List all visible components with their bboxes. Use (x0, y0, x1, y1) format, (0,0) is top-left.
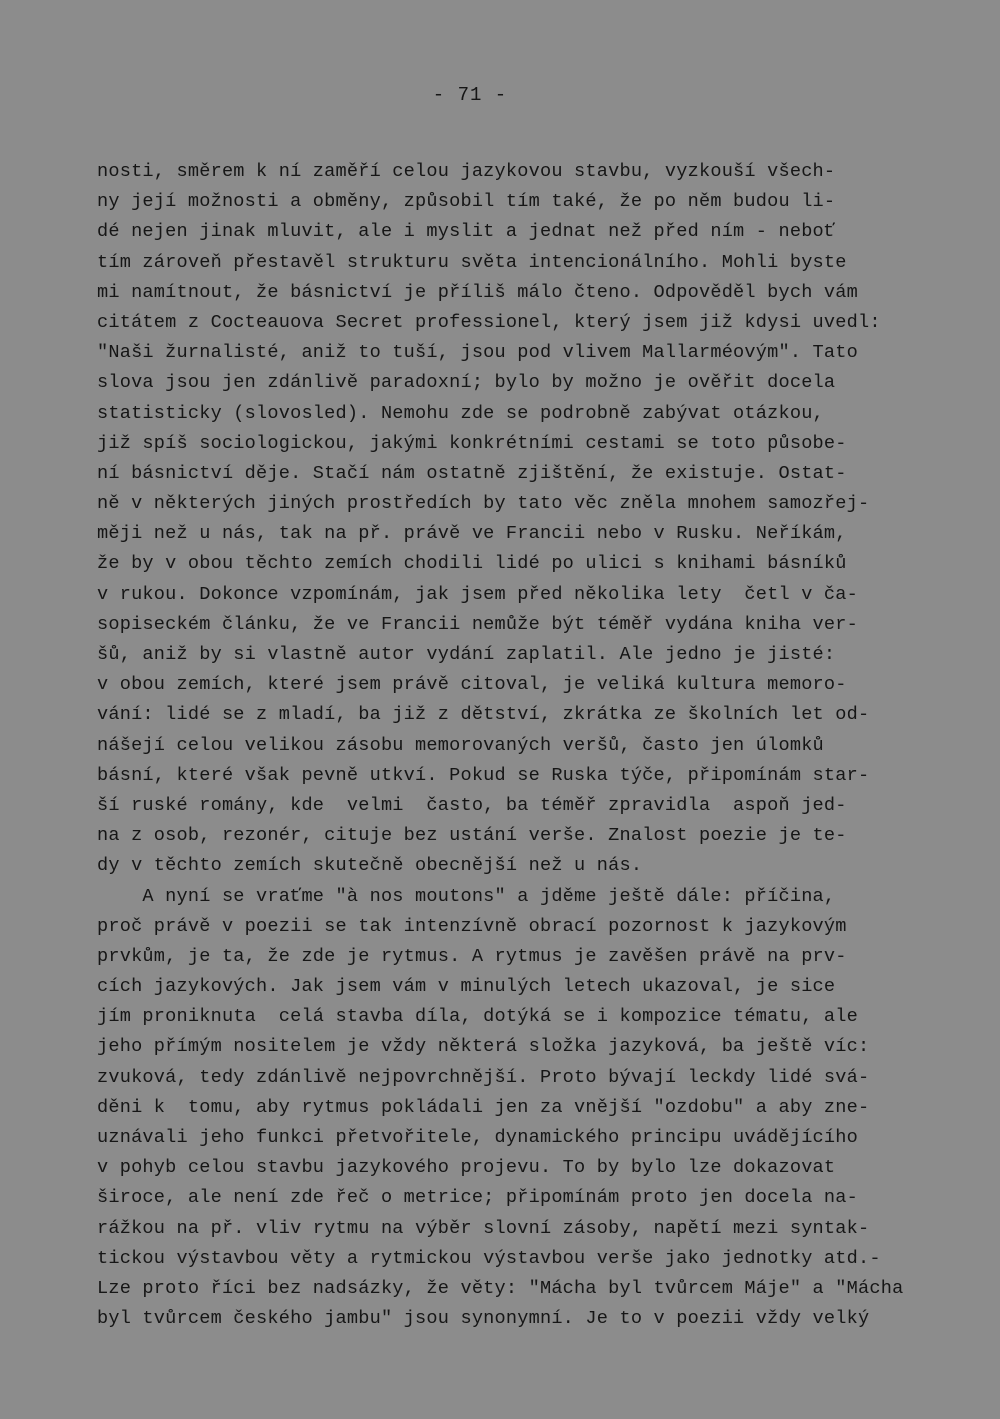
text-line: ní básnictví děje. Stačí nám ostatně zjištění, že existuje. Ostat- (97, 462, 847, 484)
text-line: proč právě v poezii se tak intenzívně obrací pozornost k jazykovým (97, 915, 847, 937)
text-line: citátem z Cocteauova Secret professionel, který jsem již kdysi uvedl: (97, 311, 881, 333)
text-line: A nyní se vraťme "à nos moutons" a jděme ještě dále: příčina, (97, 885, 836, 907)
text-line: sopiseckém článku, že ve Francii nemůže být téměř vydána kniha ver- (97, 613, 858, 635)
text-line: v rukou. Dokonce vzpomínám, jak jsem před několika lety četl v ča- (97, 583, 858, 605)
text-line: prvkům, je ta, že zde je rytmus. A rytmus je zavěšen právě na prv- (97, 945, 847, 967)
text-line: tím zároveň přestavěl strukturu světa intencionálního. Mohli byste (97, 251, 847, 273)
text-line: že by v obou těchto zemích chodili lidé po ulici s knihami básníků (97, 553, 847, 575)
text-line: jeho přímým nositelem je vždy některá složka jazyková, ba ještě víc: (97, 1036, 870, 1058)
text-line: na z osob, rezonér, cituje bez ustání verše. Znalost poezie je te- (97, 825, 847, 847)
text-line: ší ruské romány, kde velmi často, ba téměř zpravidla aspoň jed- (97, 794, 847, 816)
text-line: Lze proto říci bez nadsázky, že věty: "Mácha byl tvůrcem Máje" a "Mácha (97, 1277, 904, 1299)
text-line: v obou zemích, které jsem právě citoval, je veliká kultura memoro- (97, 674, 847, 696)
text-line: vání: lidé se z mladí, ba již z dětství, zkrátka ze školních let od- (97, 704, 870, 726)
text-line: statisticky (slovosled). Nemohu zde se podrobně zabývat otázkou, (97, 402, 824, 424)
body-text (97, 157, 927, 1334)
text-line: nášejí celou velikou zásobu memorovaných veršů, často jen úlomků (97, 734, 824, 756)
text-line: mi namítnout, že básnictví je příliš málo čteno. Odpověděl bych vám (97, 281, 858, 303)
text-line: ně v některých jiných prostředích by tato věc zněla mnohem samozřej- (97, 493, 870, 515)
text-line: byl tvůrcem českého jambu" jsou synonymní. Je to v poezii vždy velký (97, 1308, 870, 1330)
text-line: dy v těchto zemích skutečně obecnější než u nás. (97, 855, 643, 877)
page-number: - 71 - (432, 84, 508, 106)
text-line: tickou výstavbou věty a rytmickou výstavbou verše jako jednotky atd.- (97, 1247, 881, 1269)
text-line: již spíš sociologickou, jakými konkrétními cestami se toto působe- (97, 432, 847, 454)
text-line: široce, ale není zde řeč o metrice; připomínám proto jen docela na- (97, 1187, 858, 1209)
text-line: měji než u nás, tak na př. právě ve Francii nebo v Rusku. Neříkám, (97, 523, 847, 545)
text-line: dé nejen jinak mluvit, ale i myslit a jednat než před ním - neboť (97, 221, 836, 243)
text-line: v pohyb celou stavbu jazykového projevu. To by bylo lze dokazovat (97, 1157, 836, 1179)
text-line: "Naši žurnalisté, aniž to tuší, jsou pod vlivem Mallarméovým". Tato (97, 342, 858, 364)
text-line: básní, které však pevně utkví. Pokud se Ruska týče, připomínám star- (97, 764, 870, 786)
text-line: jím proniknuta celá stavba díla, dotýká se i kompozice tématu, ale (97, 1006, 858, 1028)
text-line: cích jazykových. Jak jsem vám v minulých letech ukazoval, je sice (97, 976, 836, 998)
text-line: uznávali jeho funkci přetvořitele, dynamického principu uvádějícího (97, 1127, 858, 1148)
text-line: zvuková, tedy zdánlivě nejpovrchnější. Proto bývají leckdy lidé svá- (97, 1066, 870, 1088)
text-line: rážkou na př. vliv rytmu na výběr slovní zásoby, napětí mezi syntak- (97, 1217, 870, 1239)
text-line: nosti, směrem k ní zaměří celou jazykovou stavbu, vyzkouší všech- (97, 161, 836, 182)
text-line: slova jsou jen zdánlivě paradoxní; bylo by možno je ověřit docela (97, 372, 836, 394)
text-line: děni k tomu, aby rytmus pokládali jen za vnější "ozdobu" a aby zne- (97, 1096, 870, 1118)
text-line: šů, aniž by si vlastně autor vydání zaplatil. Ale jedno je jisté: (97, 644, 836, 665)
text-line: ny její možnosti a obměny, způsobil tím také, že po něm budou li- (97, 191, 836, 213)
